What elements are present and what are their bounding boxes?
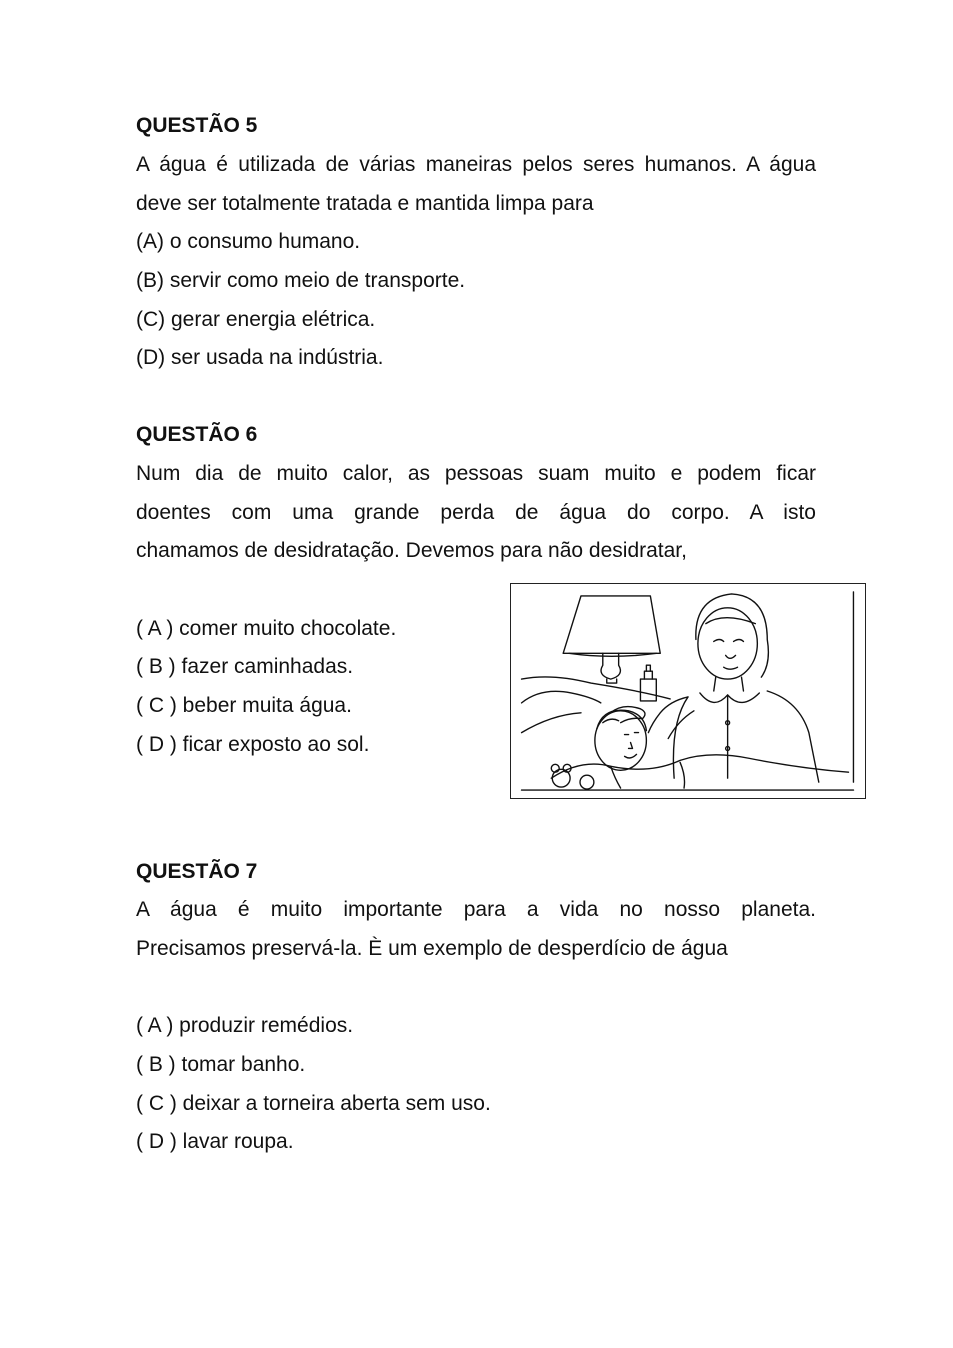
question-6-stem-line-2: doentes com uma grande perda de água do corpo. A isto bbox=[136, 501, 816, 524]
question-7-option-b: ( B ) tomar banho. bbox=[136, 1053, 306, 1076]
question-5-option-b: (B) servir como meio de transporte. bbox=[136, 269, 466, 292]
question-5-option-c: (C) gerar energia elétrica. bbox=[136, 308, 376, 331]
question-6-stem-line-1: Num dia de muito calor, as pessoas suam muito e podem ficar bbox=[136, 462, 816, 485]
woman-hair bbox=[696, 594, 769, 677]
question-6-option-a: ( A ) comer muito chocolate. bbox=[136, 617, 397, 640]
question-6-title: QUESTÃO 6 bbox=[136, 423, 258, 446]
question-7-option-a: ( A ) produzir remédios. bbox=[136, 1014, 354, 1037]
lamp-shade bbox=[563, 596, 660, 653]
question-5-option-d: (D) ser usada na indústria. bbox=[136, 346, 384, 369]
question-7-option-d: ( D ) lavar roupa. bbox=[136, 1130, 294, 1153]
question-6-option-d: ( D ) ficar exposto ao sol. bbox=[136, 733, 370, 756]
question-7-title: QUESTÃO 7 bbox=[136, 860, 258, 883]
question-5-option-a: (A) o consumo humano. bbox=[136, 230, 361, 253]
question-7-stem-line-2: Precisamos preservá-la. È um exemplo de desperdício de água bbox=[136, 937, 728, 960]
question-6-option-b: ( B ) fazer caminhadas. bbox=[136, 655, 354, 678]
question-5-stem-line-1: A água é utilizada de várias maneiras pelos seres humanos. A água bbox=[136, 153, 816, 176]
question-5-title: QUESTÃO 5 bbox=[136, 114, 258, 137]
question-7-stem-line-1: A água é muito importante para a vida no nosso planeta. bbox=[136, 898, 816, 921]
sick-child-illustration bbox=[510, 583, 866, 799]
question-5-stem-line-2: deve ser totalmente tratada e mantida limpa para bbox=[136, 192, 594, 215]
question-6-option-c: ( C ) beber muita água. bbox=[136, 694, 352, 717]
question-6-stem-line-3: chamamos de desidratação. Devemos para não desidratar, bbox=[136, 539, 687, 562]
question-7-option-c: ( C ) deixar a torneira aberta sem uso. bbox=[136, 1092, 491, 1115]
